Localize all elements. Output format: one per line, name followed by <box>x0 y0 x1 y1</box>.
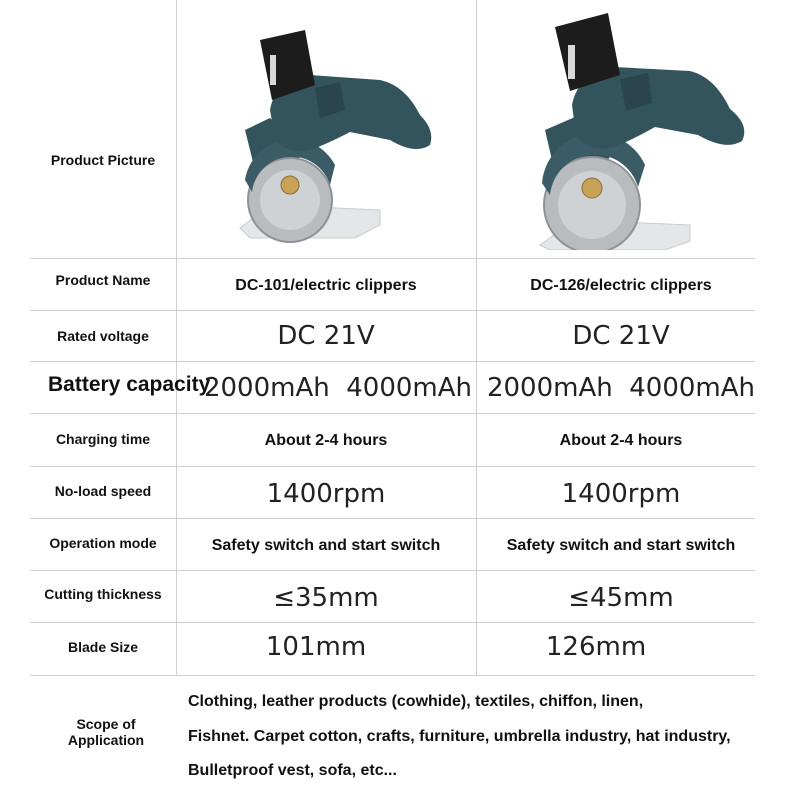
dc126-operation-mode: Safety switch and start switch <box>506 537 736 554</box>
dc101-product-name: DC-101/electric clippers <box>235 277 417 294</box>
scope-line-1: Clothing, leather products (cowhide), textiles, chiffon, linen, <box>188 693 644 710</box>
label-battery-capacity: Battery capacity <box>48 373 211 396</box>
label-operation-mode: Operation mode <box>49 535 157 551</box>
dc126-blade-size: 126mm <box>545 632 647 662</box>
dc101-blade-size: 101mm <box>265 632 367 662</box>
dc101-charging-time: About 2-4 hours <box>264 432 388 449</box>
row-divider <box>30 675 755 676</box>
dc126-rated-voltage: DC 21V <box>572 321 670 351</box>
dc101-battery-capacity: 2000mAh 4000mAh <box>203 373 473 403</box>
dc101-no-load-speed: 1400rpm <box>266 479 386 509</box>
scope-line-2: Fishnet. Carpet cotton, crafts, furniture, umbrella industry, hat industry, <box>188 728 731 745</box>
dc126-no-load-speed: 1400rpm <box>561 479 681 509</box>
dc101-cutting-thickness: ≤35mm <box>273 583 379 613</box>
label-product-picture: Product Picture <box>50 152 156 168</box>
product-image-dc126 <box>530 5 760 250</box>
dc126-cutting-thickness: ≤45mm <box>568 583 674 613</box>
label-rated-voltage: Rated voltage <box>57 328 149 344</box>
label-no-load-speed: No-load speed <box>54 483 152 499</box>
label-scope-of-application: Scope of Application <box>67 716 145 748</box>
label-cutting-thickness: Cutting thickness <box>44 586 162 602</box>
dc101-operation-mode: Safety switch and start switch <box>211 537 441 554</box>
label-product-name: Product Name <box>55 272 151 288</box>
dc126-charging-time: About 2-4 hours <box>559 432 683 449</box>
dc101-rated-voltage: DC 21V <box>277 321 375 351</box>
label-charging-time: Charging time <box>55 431 151 447</box>
dc126-battery-capacity: 2000mAh 4000mAh <box>486 373 756 403</box>
scope-line-3: Bulletproof vest, sofa, etc... <box>188 762 397 779</box>
label-blade-size: Blade Size <box>67 639 139 655</box>
dc126-product-name: DC-126/electric clippers <box>530 277 712 294</box>
product-image-dc101 <box>230 20 450 245</box>
